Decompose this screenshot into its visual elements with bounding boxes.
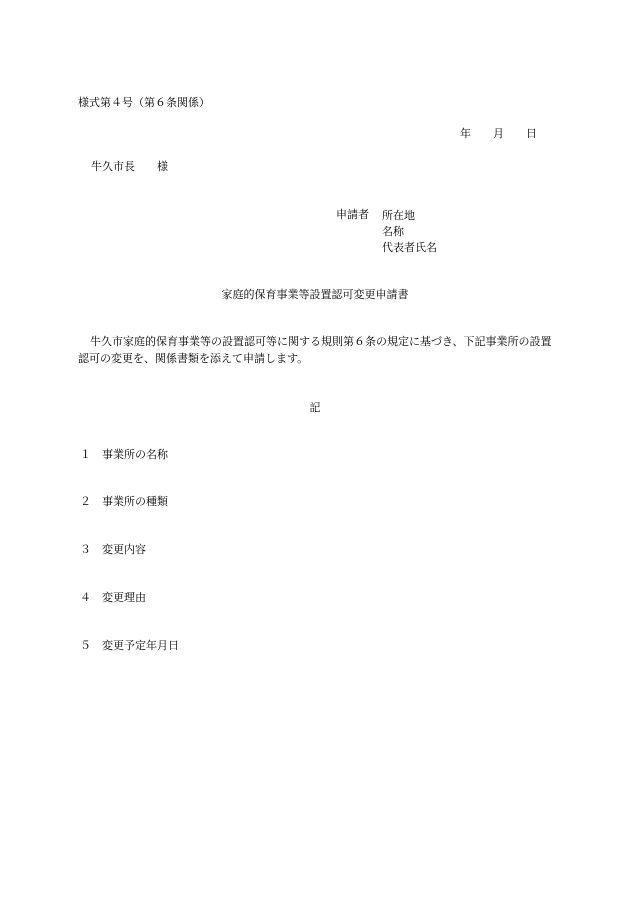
date-day: 日 <box>526 127 537 140</box>
item-label: 事業所の名称 <box>102 448 168 461</box>
addressee-name: 牛久市長 <box>91 160 135 173</box>
date-month: 月 <box>493 127 504 140</box>
item-number: ４ <box>80 591 91 604</box>
item-number: ５ <box>80 639 91 652</box>
item-number: ３ <box>80 543 91 556</box>
item-label: 変更理由 <box>102 591 146 604</box>
document-title: 家庭的保育事業等設置認可変更申請書 <box>221 288 409 301</box>
list-item <box>80 639 179 653</box>
addressee <box>91 160 168 174</box>
form-number: 様式第４号（第６条関係） <box>78 96 210 109</box>
applicant-field-representative: 代表者氏名 <box>382 241 437 254</box>
ki-heading: 記 <box>309 401 321 414</box>
list-item <box>80 543 146 557</box>
date-year: 年 <box>460 127 471 140</box>
document-body: 牛久市家庭的保育事業等の設置認可等に関する規則第６条の規定に基づき、下記事業所の設置認可の変更を、関係書類を添えて申請します。 <box>78 335 552 365</box>
item-number: １ <box>80 448 91 461</box>
applicant-label: 申請者 <box>336 208 369 221</box>
item-label: 変更予定年月日 <box>102 639 179 652</box>
list-item <box>80 495 168 509</box>
list-item <box>80 448 168 462</box>
item-number: ２ <box>80 495 91 508</box>
applicant-fields <box>382 208 437 256</box>
item-label: 事業所の種類 <box>102 495 168 508</box>
addressee-honorific: 様 <box>157 160 168 173</box>
item-label: 変更内容 <box>102 543 146 556</box>
date-line <box>460 127 537 141</box>
applicant-field-name: 名称 <box>382 225 404 238</box>
list-item <box>80 591 146 605</box>
applicant-field-address: 所在地 <box>382 209 415 222</box>
